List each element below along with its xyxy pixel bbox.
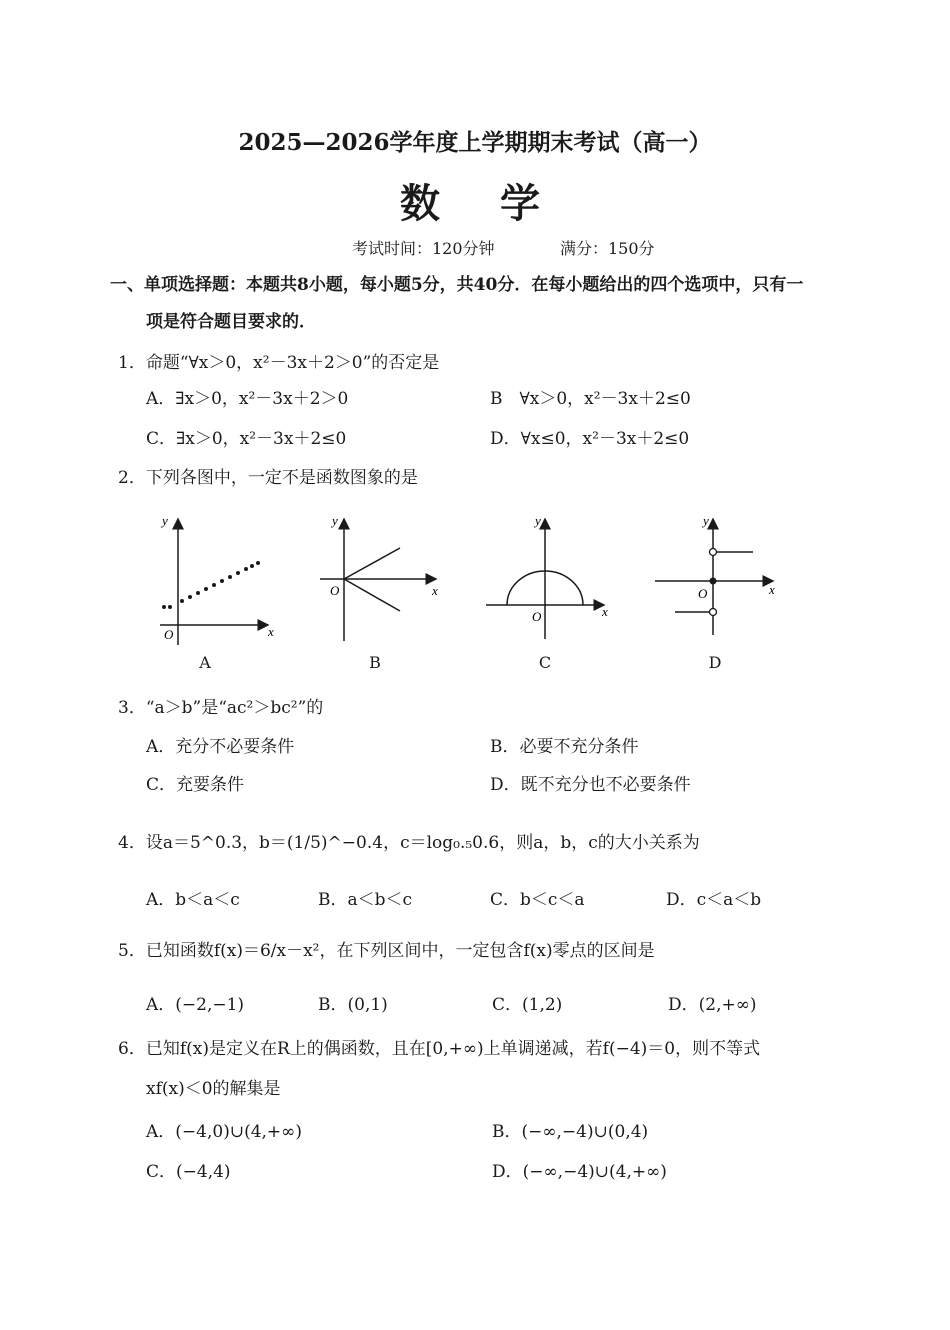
open-point-upper bbox=[710, 549, 717, 556]
q5-option-d: D．(2,+∞) bbox=[668, 995, 757, 1015]
q3-option-c: C．充要条件 bbox=[146, 775, 245, 795]
origin-label: O bbox=[698, 586, 708, 601]
origin-label: O bbox=[330, 583, 340, 598]
q3-option-b: B．必要不充分条件 bbox=[490, 737, 639, 757]
q2-graph-a bbox=[140, 505, 290, 659]
q3-stem: 3．“a＞b”是“ac²＞bc²”的 bbox=[118, 698, 324, 718]
q2-label-c: C bbox=[538, 653, 552, 672]
x-label: x bbox=[602, 604, 608, 619]
q4-stem: 4．设a＝5^0.3，b＝(1/5)^−0.4，c＝log₀.₅0.6，则a，b，c的大小关系为 bbox=[118, 833, 700, 853]
q6-stem-line2: xf(x)＜0的解集是 bbox=[146, 1079, 281, 1099]
q2-label-b: B bbox=[369, 653, 381, 672]
y-label: y bbox=[162, 513, 168, 528]
exam-score: 满分：150分 bbox=[560, 239, 655, 258]
q3-option-d: D．既不充分也不必要条件 bbox=[490, 775, 691, 795]
exam-title: 2025—2026学年度上学期期末考试（高一） bbox=[238, 129, 712, 156]
y-label: y bbox=[332, 513, 338, 528]
subject-title: 数 学 bbox=[400, 180, 550, 227]
exam-time: 考试时间：120分钟 bbox=[352, 239, 495, 258]
q1-stem: 1．命题“∀x＞0，x²－3x＋2＞0”的否定是 bbox=[118, 353, 440, 373]
origin-label: O bbox=[164, 627, 174, 642]
q2-label-d: D bbox=[708, 653, 722, 672]
q6-option-b: B．(−∞,−4)∪(0,4) bbox=[492, 1122, 649, 1142]
q5-option-b: B．(0,1) bbox=[318, 995, 388, 1015]
q4-option-c: C．b＜c＜a bbox=[490, 890, 585, 910]
q6-stem-line1: 6．已知f(x)是定义在R上的偶函数，且在[0,+∞)上单调递减，若f(−4)＝0，则不等式 bbox=[118, 1039, 761, 1059]
ray-up bbox=[344, 548, 400, 579]
x-label: x bbox=[769, 582, 775, 597]
q4-option-a: A．b＜a＜c bbox=[146, 890, 240, 910]
q2-graph-d bbox=[645, 505, 785, 649]
closed-point-origin bbox=[710, 578, 717, 585]
x-label: x bbox=[268, 624, 274, 639]
q2-stem: 2．下列各图中，一定不是函数图象的是 bbox=[118, 468, 418, 488]
section-heading-line2: 项是符合题目要求的． bbox=[146, 312, 316, 332]
q1-option-a: A．∃x＞0，x²－3x＋2＞0 bbox=[146, 389, 349, 409]
q6-option-d: D．(−∞,−4)∪(4,+∞) bbox=[492, 1162, 667, 1182]
q3-option-a: A．充分不必要条件 bbox=[146, 737, 295, 757]
q1-option-d: D．∀x≤0，x²－3x＋2≤0 bbox=[490, 429, 690, 449]
ray-down bbox=[344, 579, 400, 611]
origin-label: O bbox=[532, 609, 542, 624]
q5-stem: 5．已知函数f(x)＝6/x－x²，在下列区间中，一定包含f(x)零点的区间是 bbox=[118, 941, 655, 961]
y-label: y bbox=[703, 513, 709, 528]
q1-option-c: C．∃x＞0，x²－3x＋2≤0 bbox=[146, 429, 347, 449]
q5-option-a: A．(−2,−1) bbox=[146, 995, 245, 1015]
x-label: x bbox=[432, 583, 438, 598]
q2-graph-b bbox=[310, 505, 450, 649]
y-label: y bbox=[535, 513, 541, 528]
q2-label-a: A bbox=[199, 653, 211, 672]
section-heading-line1: 一、单项选择题：本题共8小题，每小题5分，共40分．在每小题给出的四个选项中，只有一 bbox=[110, 275, 804, 295]
q2-graph-c bbox=[480, 505, 620, 649]
q6-option-c: C．(−4,4) bbox=[146, 1162, 231, 1182]
open-point-lower bbox=[710, 609, 717, 616]
q4-option-d: D．c＜a＜b bbox=[666, 890, 762, 910]
q4-option-b: B．a＜b＜c bbox=[318, 890, 413, 910]
dotted-points bbox=[162, 561, 260, 609]
q5-option-c: C．(1,2) bbox=[492, 995, 563, 1015]
q6-option-a: A．(−4,0)∪(4,+∞) bbox=[146, 1122, 302, 1142]
q1-option-b: B ∀x＞0，x²－3x＋2≤0 bbox=[490, 389, 691, 409]
